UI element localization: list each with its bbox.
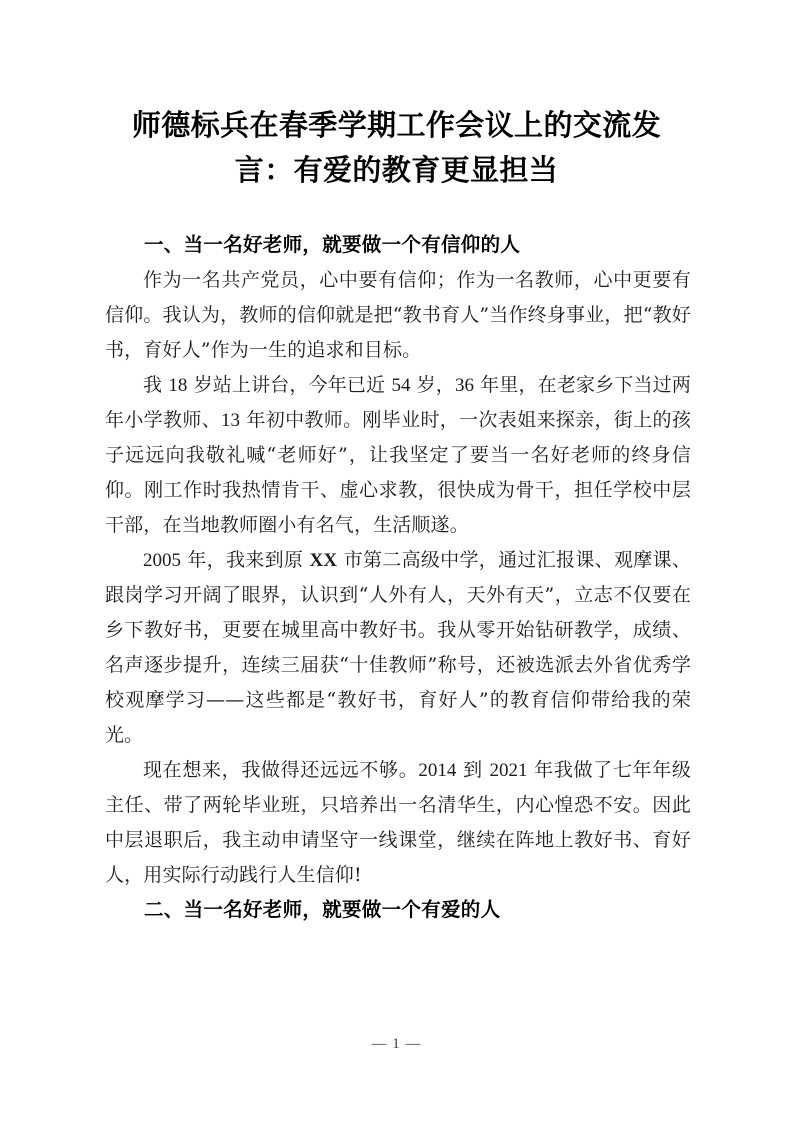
document-body (105, 228, 691, 928)
page-title (100, 104, 693, 194)
paragraph-2: 我 18 岁站上讲台，今年已近 54 岁，36 年里，在老家乡下当过两年小学教师、13 年初中教师。刚毕业时，一次表姐来探亲，街上的孩子远远向我敬礼喊“老师好”，让我坚定了要当一名好老师的终身信仰。刚工作时我热情肯干、虚心求教，很快成为骨干，担任学校中层干部，在当地教师圈小有名气，生活顺遂。 (105, 374, 691, 536)
inline-number: 18 (168, 375, 188, 396)
page-title-line-2: 言：有爱的教育更显担当 (234, 155, 559, 187)
page-title-line-1: 师德标兵在春季学期工作会议上的交流发 (131, 110, 662, 142)
inline-number: 2021 (489, 760, 528, 781)
inline-number: 54 (391, 375, 411, 396)
inline-number: 2014 (418, 760, 457, 781)
inline-number: XX (309, 550, 338, 571)
inline-number: 36 (454, 375, 474, 396)
paragraph-4: 现在想来，我做得还远远不够。2014 到 2021 年我做了七年年级主任、带了两轮毕业班，只培养出一名清华生，内心惶恐不安。因此中层退职后，我主动申请坚守一线课堂，继续在阵地上教好书、育好人，用实际行动践行人生信仰! (105, 759, 692, 886)
inline-number: 13 (221, 410, 241, 431)
inline-number: 2005 (143, 550, 181, 571)
section-heading-2: 二、当一名好老师，就要做一个有爱的人 (144, 899, 501, 921)
paragraph-3: 2005 年，我来到原 XX 市第二高级中学，通过汇报课、观摩课、跟岗学习开阔了眼界，认识到“人外有人，天外有天”，立志不仅要在乡下教好书，更要在城里高中教好书。我从零开始钻研教学，成绩、名声逐步提升，连续三届获“十佳教师”称号，还被选派去外省优秀学校观摩学习——这些都是“教好书，育好人”的教育信仰带给我的荣光。 (105, 549, 692, 746)
paragraph-1: 作为一名共产党员，心中要有信仰；作为一名教师，心中更要有信仰。我认为，教师的信仰就是把“教书育人”当作终身事业，把“教好书，育好人”作为一生的追求和目标。 (105, 269, 691, 361)
page-number-footer: — 1 — (371, 1036, 422, 1052)
section-heading-1: 一、当一名好老师，就要做一个有信仰的人 (144, 234, 521, 256)
